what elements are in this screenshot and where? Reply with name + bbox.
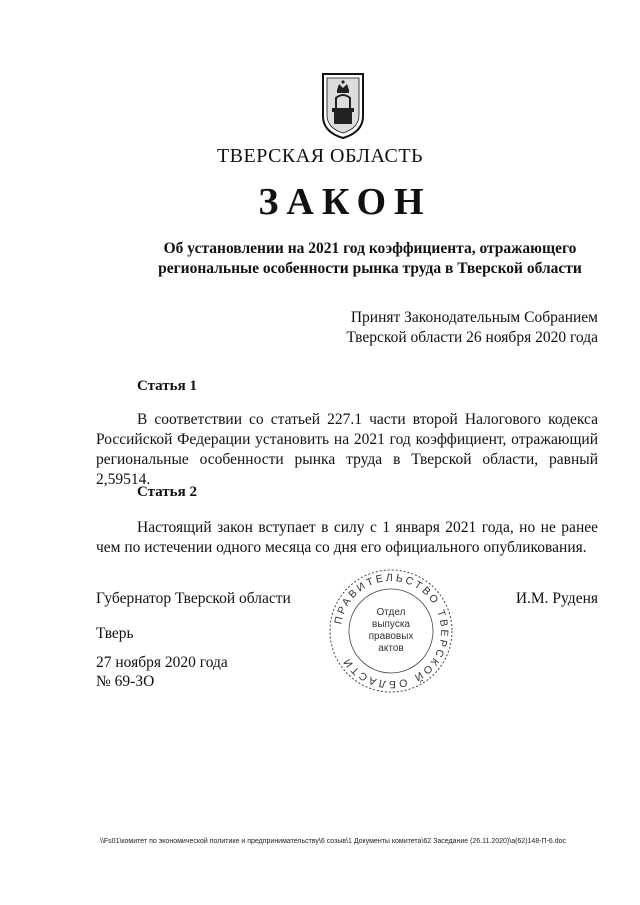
signing-city: Тверь [96, 625, 134, 642]
stamp-center-line-3: правовых [368, 631, 414, 642]
law-subject-line-1: Об установлении на 2021 год коэффициента, отражающего [163, 240, 577, 257]
signatory-name: И.М. Руденя [515, 590, 598, 607]
coat-of-arms-emblem [319, 72, 367, 140]
article-2-text: Настоящий закон вступает в силу с 1 января 2021 года, но не ранее чем по истечении одного месяца со дня его официального опубликования. [96, 519, 598, 556]
signatory-title: Губернатор Тверской области [96, 590, 291, 607]
stamp-center-line-1: Отдел [376, 607, 406, 618]
signing-date: 27 ноября 2020 года [96, 654, 228, 671]
law-number: № 69-ЗО [96, 673, 155, 690]
adoption-note-line-1: Принят Законодательным Собранием [350, 309, 598, 326]
adoption-note-line-2: Тверской области 26 ноября 2020 года [346, 329, 598, 346]
stamp-center-line-2: выпуска [372, 619, 410, 630]
law-subject-line-2: региональные особенности рынка труда в Тверской области [158, 260, 582, 277]
stamp-ring-textpath: ПРАВИТЕЛЬСТВО ТВЕРСКОЙ ОБЛАСТИ [332, 571, 451, 691]
article-1-text: В соответствии со статьей 227.1 части второй Налогового кодекса Российской Федерации установить на 2021 год коэффициент, отражающий региональные особенности рынка труда в Тверской области, равный 2,59514. [96, 411, 598, 488]
file-path-footer: \\Fs01\комитет по экономической политике и предпринимательству\6 созыв\1 Документы комитета\62 Заседание (26.11.2020)\а(62)148-П-6.doc [100, 838, 567, 845]
article-1-title: Статья 1 [137, 378, 197, 394]
stamp-center-line-4: актов [378, 643, 404, 654]
document-type-title: ЗАКОН [258, 181, 432, 223]
adoption-note [346, 308, 598, 348]
article-2-title: Статья 2 [137, 484, 197, 500]
official-stamp [327, 567, 455, 695]
region-title: ТВЕРСКАЯ ОБЛАСТЬ [216, 145, 424, 167]
law-subject [120, 239, 620, 279]
